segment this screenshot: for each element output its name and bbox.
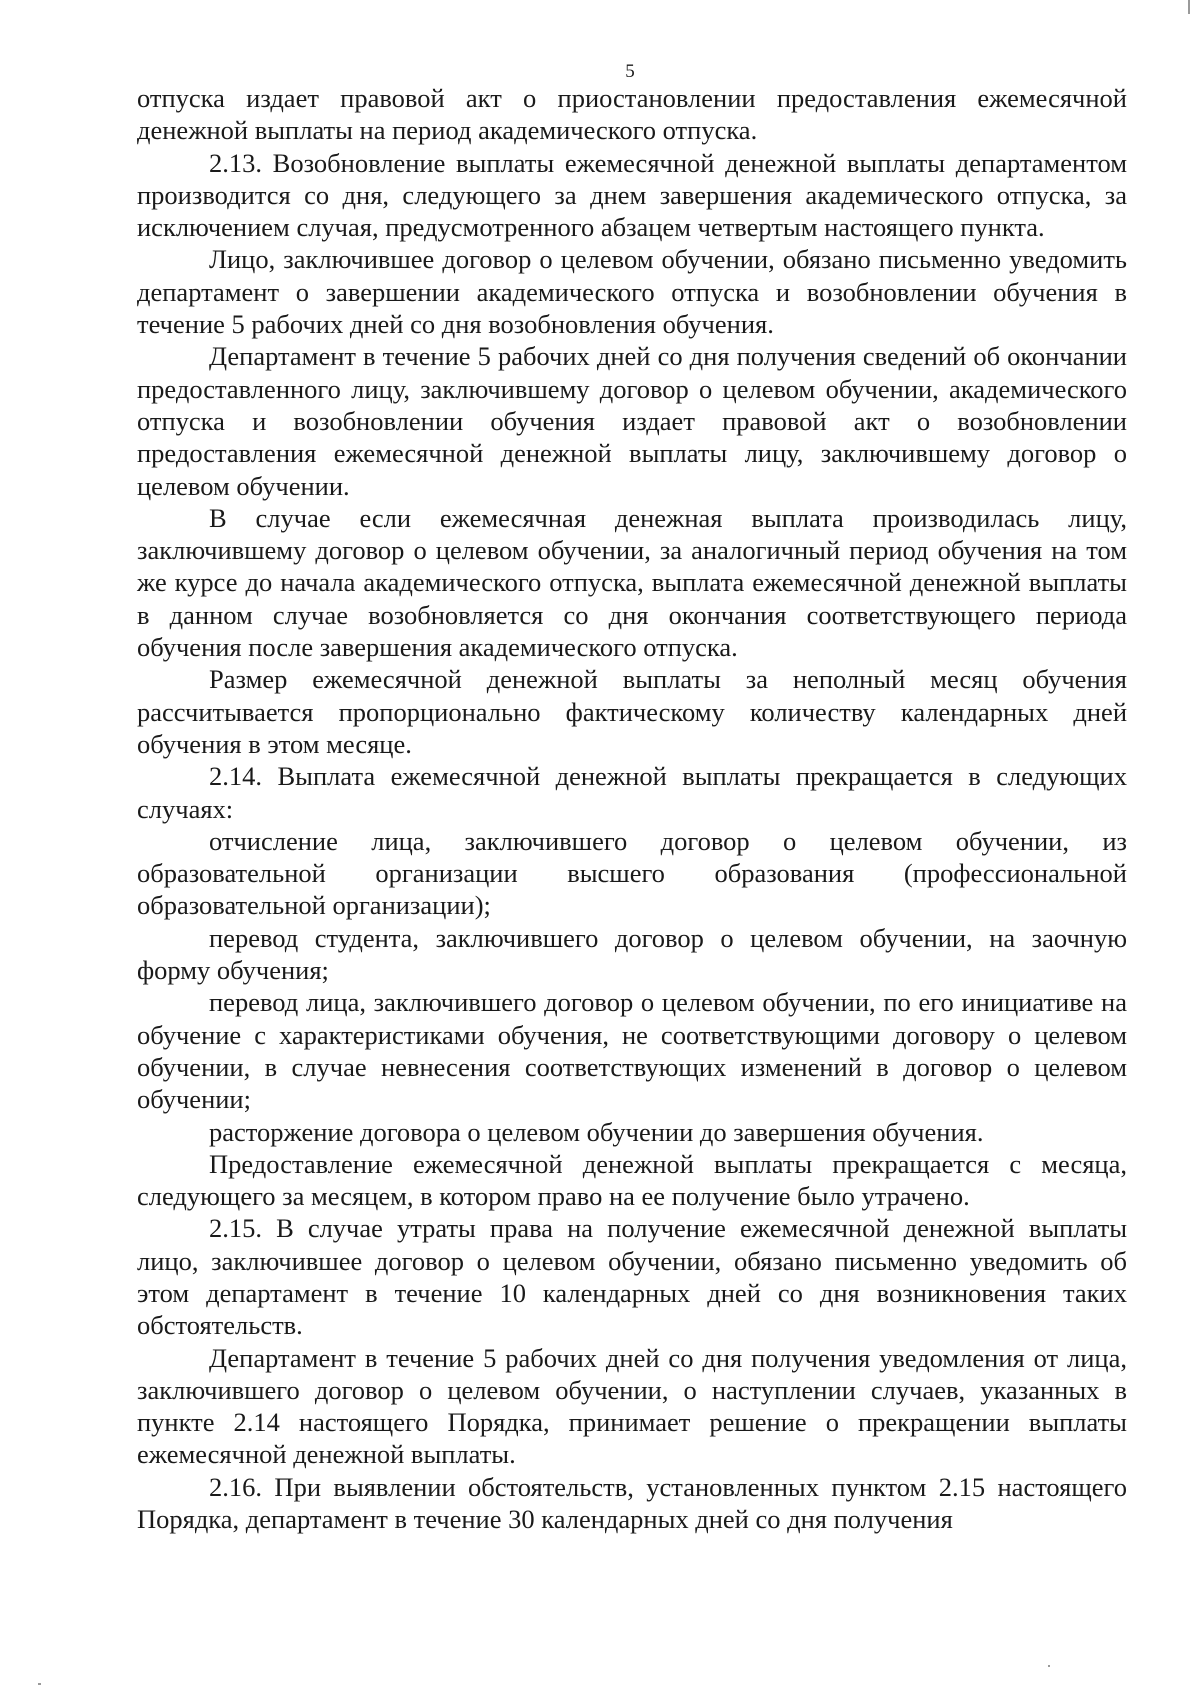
paragraph-notify-resumption: Лицо, заключившее договор о целевом обучении, обязано письменно уведомить департамент о завершении академического отпуска и возобновлении обучения в течение 5 рабочих дней со дня возобновления обучения. [137, 244, 1127, 340]
paragraph-continuation: отпуска издает правовой акт о приостановлении предоставления ежемесячной денежной выплаты на период академического отпуска. [137, 83, 1127, 146]
paragraph-department-act: Департамент в течение 5 рабочих дней со дня получения сведений об окончании предоставленного лицу, заключившему договор о целевом обучении, академического отпуска и возобновлении обучения издает правовой акт о возобновлении предоставления ежемесячной денежной выплаты лицу, заключившему договор о целевом обучении. [137, 341, 1127, 501]
paragraph-payment-resumed: В случае если ежемесячная денежная выплата производилась лицу, заключившему договор о целевом обучении, за аналогичный период обучения на том же курсе до начала академического отпуска, выплата ежемесячной денежной выплаты в данном случае возобновляется со дня окончания соответствующего периода обучения после завершения академического отпуска. [137, 502, 1127, 663]
list-item-termination: расторжение договора о целевом обучении до завершения обучения. [209, 1116, 984, 1147]
scan-artifact-bottom-right [1048, 1665, 1050, 1667]
paragraph-partial-month: Размер ежемесячной денежной выплаты за неполный месяц обучения рассчитывается пропорционально фактическому количеству календарных дней обучения в этом месяце. [137, 664, 1127, 759]
paragraph-2-13: 2.13. Возобновление выплаты ежемесячной денежной выплаты департаментом производится со дня, следующего за днем завершения академического отпуска, за исключением случая, предусмотренного абзацем четвертым настоящего пункта. [137, 147, 1127, 243]
page-number: 5 [625, 61, 635, 82]
list-item-transfer-correspondence: перевод студента, заключившего договор о целевом обучении, на заочную форму обучения; [137, 922, 1127, 986]
list-item-expulsion: отчисление лица, заключившего договор о целевом обучении, из образовательной организации высшего образования (профессиональной образовательной организации); [137, 825, 1127, 921]
paragraph-2-15: 2.15. В случае утраты права на получение ежемесячной денежной выплаты лицо, заключившее договор о целевом обучении, обязано письменно уведомить об этом департамент в течение 10 календарных дней со дня возникновения таких обстоятельств. [137, 1213, 1127, 1341]
paragraph-2-14: 2.14. Выплата ежемесячной денежной выплаты прекращается в следующих случаях: [137, 761, 1127, 824]
paragraph-department-decision: Департамент в течение 5 рабочих дней со дня получения уведомления от лица, заключившего договор о целевом обучении, о наступлении случаев, указанных в пункте 2.14 настоящего Порядка, принимает решение о прекращении выплаты ежемесячной денежной выплаты. [137, 1342, 1127, 1470]
paragraph-2-16: 2.16. При выявлении обстоятельств, установленных пунктом 2.15 настоящего Порядка, департамент в течение 30 календарных дней со дня получения [137, 1471, 1127, 1535]
scan-artifact-top-right [1188, 0, 1190, 14]
scan-artifact-bottom-left [38, 1683, 41, 1685]
paragraph-payment-stopped: Предоставление ежемесячной денежной выплаты прекращается с месяца, следующего за месяцем, в котором право на ее получение было утрачено. [137, 1148, 1127, 1212]
list-item-transfer-initiative: перевод лица, заключившего договор о целевом обучении, по его инициативе на обучение с характеристиками обучения, не соответствующими договору о целевом обучении, в случае невнесения соответствующих изменений в договор о целевом обучении; [137, 987, 1127, 1115]
document-body [137, 82, 1127, 1535]
